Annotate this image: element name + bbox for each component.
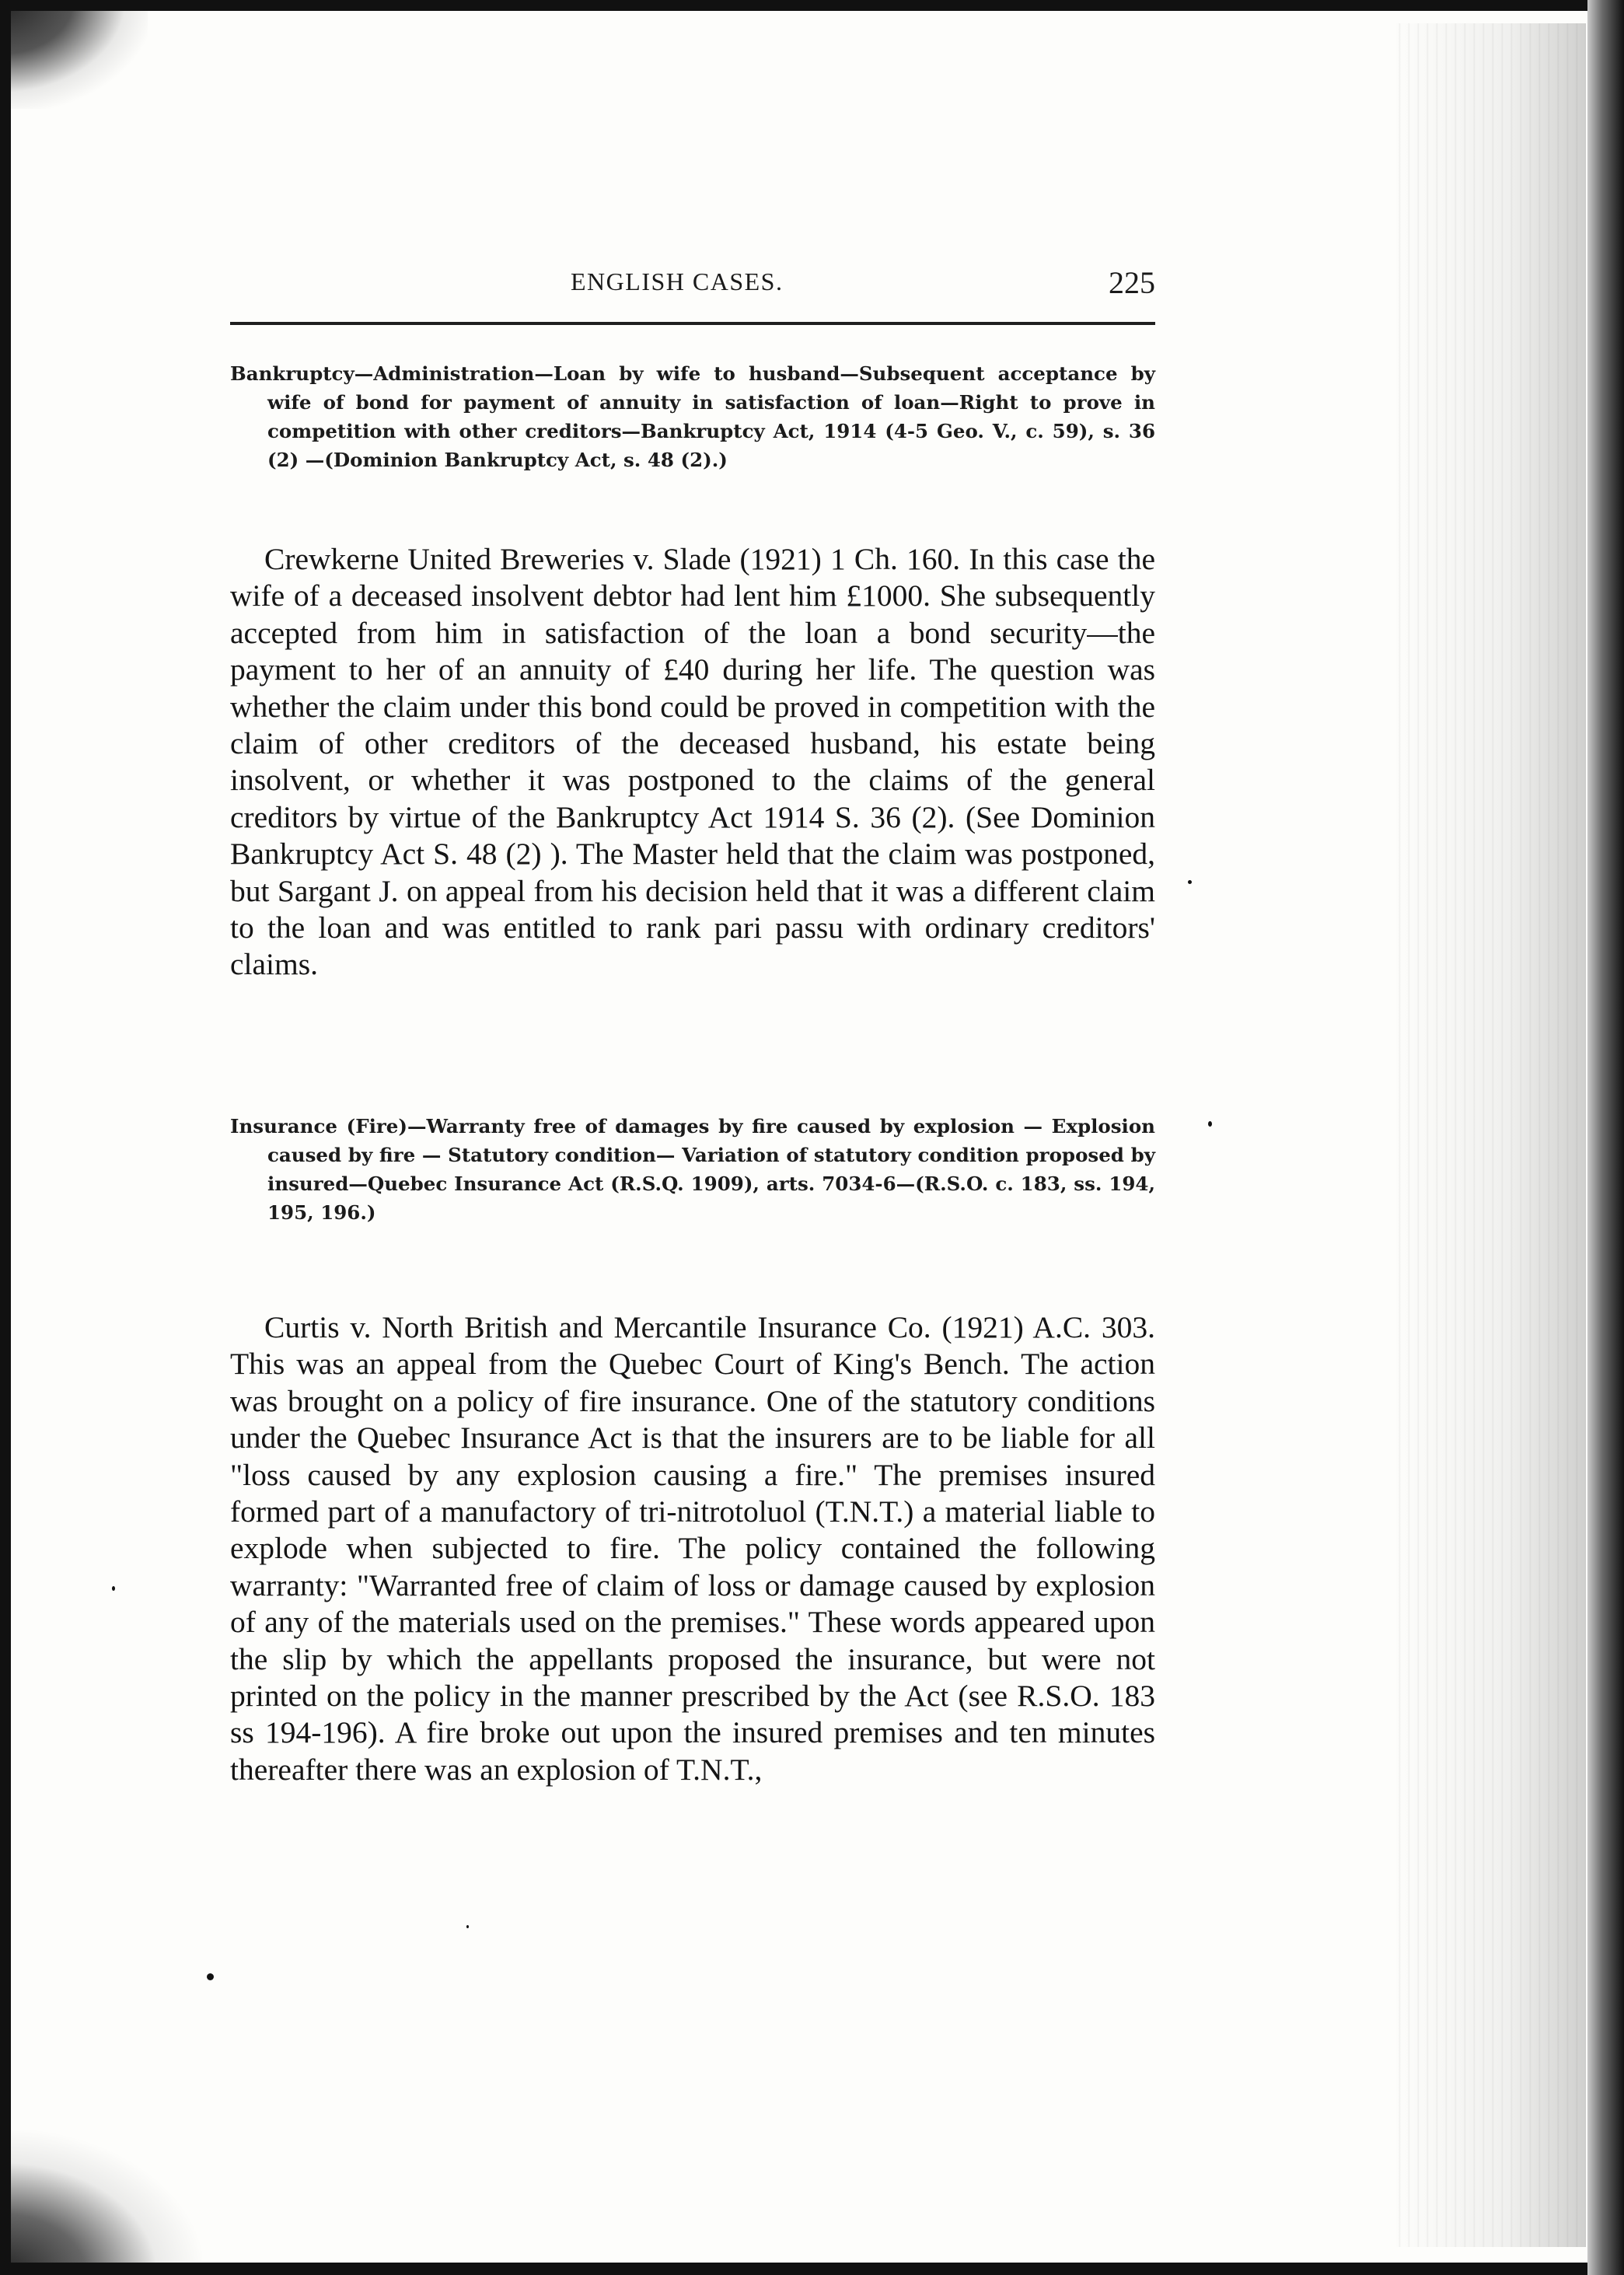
header-rule [230, 322, 1155, 325]
running-head: ENGLISH CASES. [571, 267, 784, 295]
ink-speck [466, 1925, 469, 1928]
ink-speck [1188, 880, 1192, 884]
scan-border [0, 2263, 1624, 2275]
scan-border [1587, 0, 1624, 2275]
scan-corner-smudge [0, 0, 148, 109]
case-summary: Crewkerne United Breweries v. Slade (1921) 1 Ch. 160. In this case the wife of a deceased insolvent debtor had lent him £1000. She subsequently accepted from him in satisfaction of the loan a bond security—the payment to her of an annuity of £40 during her life. The question was whether the claim under this bond could be proved in competition with the claim of other creditors of the deceased husband, his estate being insolvent, or whether it was postponed to the claims of the general creditors by virtue of the Bankruptcy Act 1914 S. 36 (2). (See Dominion Bankruptcy Act S. 48 (2) ). The Master held that the claim was postponed, but Sargant J. on appeal from his decision held that it was a different claim to the loan and was entitled to rank pari passu with ordinary creditors' claims. [230, 542, 1155, 982]
case-headnote: Bankruptcy—Administration—Loan by wife to husband—Subsequent acceptance by wife of bond for payment of annuity in satisfaction of loan—Right to prove in competition with other creditors—Bankruptcy Act, 1914 (4-5 Geo. V., c. 59), s. 36 (2) —(Dominion Bankruptcy Act, s. 48 (2).) [230, 362, 1155, 471]
scan-corner-smudge [0, 2130, 202, 2275]
ink-speck [207, 1973, 214, 1980]
case-summary: Curtis v. North British and Mercantile Insurance Co. (1921) A.C. 303. This was an appeal from the Quebec Court of King's Bench. The action was brought on a policy of fire insurance. One of the statutory conditions under the Quebec Insurance Act is that the insurers are to be liable for all "loss caused by any explosion causing a fire." The premises insured formed part of a manufactory of tri-nitrotoluol (T.N.T.) a material liable to explode when subjected to fire. The policy contained the following warranty: "Warranted free of claim of loss or damage caused by explosion of any of the materials used on the premises." These words appeared upon the slip by which the appellants proposed the insurance, but were not printed on the policy in the manner prescribed by the Act (see R.S.O. 183 ss 194-196). A fire broke out upon the insured premises and ten minutes thereafter there was an explosion of T.N.T., [230, 1310, 1155, 1787]
scan-edge-shadow [1392, 23, 1586, 2247]
case-headnote: Insurance (Fire)—Warranty free of damages by fire caused by explosion — Explosion caused by fire — Statutory condition— Variation of statutory condition proposed by insured—Quebec Insurance Act (R.S.Q. 1909), arts. 7034-6—(R.S.O. c. 183, ss. 194, 195, 196.) [230, 1115, 1155, 1224]
page-header [230, 264, 1155, 311]
scan-border [0, 0, 1624, 11]
ink-speck [1208, 1121, 1212, 1127]
scan-border [0, 0, 11, 2275]
ink-speck [112, 1586, 115, 1591]
page-number: 225 [1109, 265, 1155, 300]
